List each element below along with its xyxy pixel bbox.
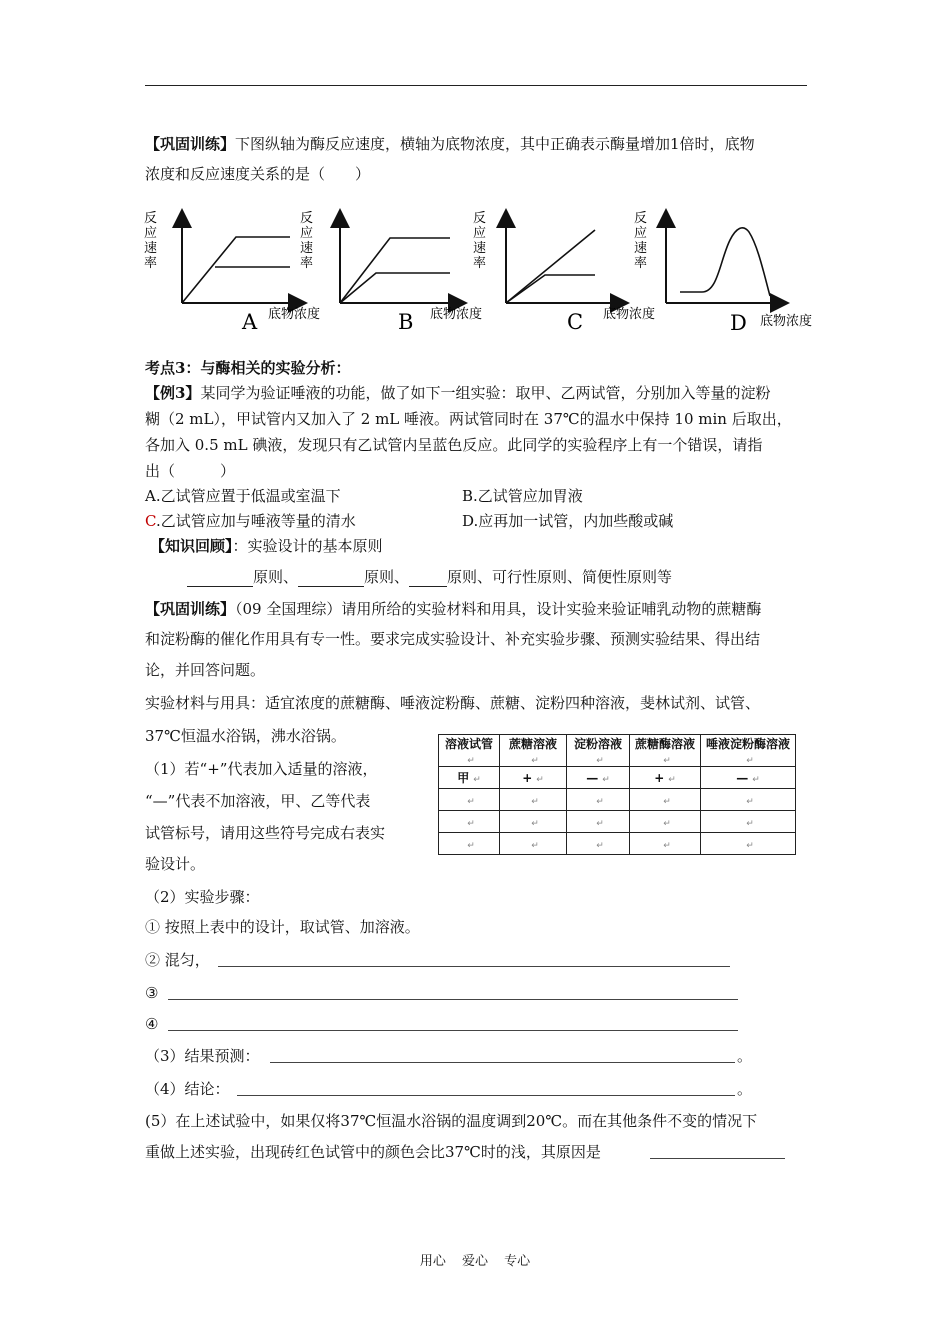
page-footer — [0, 1250, 950, 1269]
knowledge-line — [150, 536, 383, 556]
graph-d-ylabel-2: 应 — [634, 226, 648, 241]
graph-d-ylabel-1: 反 — [634, 211, 648, 226]
header-rule — [145, 85, 807, 86]
graph-b-ylabel-2: 应 — [300, 226, 314, 241]
option-c-letter: C — [145, 512, 156, 530]
table-cell-empty[interactable]: ↵ — [567, 811, 630, 833]
graph-d-xlabel: 底物浓度 — [760, 314, 813, 329]
table-cell-empty[interactable]: ↵ — [500, 789, 567, 811]
graph-d-ylabel-4: 率 — [634, 256, 648, 271]
graph-d — [634, 211, 812, 335]
sub5-line2: 重做上述实验，出现砖红色试管中的颜色会比37℃时的浅，其原因是 — [145, 1143, 601, 1161]
graph-a-letter: A — [242, 310, 258, 334]
graph-c-ylabel-4: 率 — [473, 256, 487, 271]
example3-tag: 【例3】 — [145, 384, 201, 402]
header-cell: 蔗糖酶溶液↵ — [630, 735, 701, 767]
q1-line2: 浓度和反应速度关系的是（ ） — [145, 165, 371, 183]
table-cell-empty[interactable]: ↵ — [500, 833, 567, 855]
materials-line2: 37℃恒温水浴锅，沸水浴锅。 — [145, 727, 346, 745]
experiment-table — [438, 734, 796, 855]
table-row — [439, 789, 796, 811]
section3-title: 考点3：与酶相关的实验分析： — [145, 359, 351, 377]
conclusion-blank[interactable] — [237, 1095, 735, 1096]
table-cell: — ↵ — [701, 767, 796, 789]
sub3-label: （3）结果预测： — [145, 1047, 260, 1065]
graph-a-ylabel-1: 反 — [144, 211, 158, 226]
step-4-blank[interactable] — [168, 1030, 738, 1031]
q2-line3: 论，并回答问题。 — [145, 661, 266, 679]
option-c — [145, 511, 356, 531]
knowledge-text: ：实验设计的基本原则 — [232, 537, 383, 555]
table-cell-empty[interactable]: ↵ — [630, 833, 701, 855]
header-cell: 淀粉溶液↵ — [567, 735, 630, 767]
table-header-row — [439, 735, 796, 767]
reason-blank[interactable] — [650, 1158, 785, 1159]
table-cell: — ↵ — [567, 767, 630, 789]
table-cell-empty[interactable]: ↵ — [701, 833, 796, 855]
graph-a — [144, 211, 320, 334]
graph-b-ylabel-4: 率 — [300, 256, 314, 271]
header-cell: 唾液淀粉酶溶液↵ — [701, 735, 796, 767]
step-3-label: ③ — [145, 984, 159, 1002]
graph-a-ylabel-4: 率 — [144, 256, 158, 271]
result-blank[interactable] — [270, 1062, 735, 1063]
q2-line2: 和淀粉酶的催化作用具有专一性。要求完成实验设计、补充实验步骤、预测实验结果、得出结 — [145, 630, 761, 648]
table-cell-empty[interactable]: ↵ — [630, 789, 701, 811]
q2-line1 — [145, 599, 761, 619]
example3-line4: 出（ ） — [145, 462, 236, 480]
sub4-label: （4）结论： — [145, 1080, 230, 1098]
graphs-figure — [140, 200, 840, 340]
sub5-line1: (5）在上述试验中，如果仅将37℃恒温水浴锅的温度调到20℃。而在其他条件不变的情况下 — [145, 1112, 758, 1130]
knowledge-tag: 【知识回顾】 — [150, 537, 233, 555]
table-cell: + ↵ — [630, 767, 701, 789]
option-a: A.乙试管应置于低温或室温下 — [145, 487, 341, 505]
table-cell-empty[interactable]: ↵ — [439, 833, 500, 855]
blank-principle-1[interactable] — [187, 570, 253, 587]
principle-2-suffix: 原则、 — [364, 568, 410, 586]
graph-a-xlabel: 底物浓度 — [268, 307, 321, 322]
step-3-blank[interactable] — [168, 999, 738, 1000]
step-2-label: ② 混匀， — [145, 951, 210, 969]
example3-line1 — [145, 383, 770, 403]
q1-line1 — [145, 134, 755, 154]
graph-b-ylabel-1: 反 — [300, 211, 314, 226]
table-cell-empty[interactable]: ↵ — [701, 789, 796, 811]
graph-c-ylabel-3: 速 — [473, 241, 487, 256]
table-cell: + ↵ — [500, 767, 567, 789]
option-b: B.乙试管应加胃液 — [462, 487, 583, 505]
q1-text: 下图纵轴为酶反应速度，横轴为底物浓度，其中正确表示酶量增加1倍时，底物 — [235, 135, 755, 153]
step-2-blank[interactable] — [218, 966, 730, 967]
q2-tag: 【巩固训练】 — [145, 600, 236, 618]
materials-line1: 实验材料与用具：适宜浓度的蔗糖酶、唾液淀粉酶、蔗糖、淀粉四种溶液，斐林试剂、试管、 — [145, 694, 761, 712]
footer-word-2: 爱心 — [461, 1254, 488, 1269]
graph-c — [473, 211, 655, 334]
sub4-period: 。 — [737, 1080, 753, 1098]
table-row — [439, 811, 796, 833]
blank-principle-3[interactable] — [409, 570, 447, 587]
table-cell: 甲 ↵ — [439, 767, 500, 789]
graph-c-ylabel-1: 反 — [473, 211, 487, 226]
graph-b-ylabel-3: 速 — [300, 241, 314, 256]
graph-b-xlabel: 底物浓度 — [430, 307, 483, 322]
graph-d-letter: D — [730, 311, 747, 335]
principles-line — [187, 567, 672, 587]
header-cell: 蔗糖溶液↵ — [500, 735, 567, 767]
principle-3-suffix: 原则、可行性原则、简便性原则等 — [447, 568, 673, 586]
q2-text1: （09 全国理综）请用所给的实验材料和用具，设计实验来验证哺乳动物的蔗糖酶 — [235, 600, 762, 618]
graph-b-letter: B — [398, 310, 414, 334]
sub1-line3: 试管标号，请用这些符号完成右表实 — [145, 824, 386, 842]
graph-a-ylabel-2: 应 — [144, 226, 158, 241]
table-row — [439, 833, 796, 855]
example3-line3: 各加入 0.5 mL 碘液，发现只有乙试管内呈蓝色反应。此同学的实验程序上有一个错误，请指 — [145, 436, 763, 454]
graph-c-xlabel: 底物浓度 — [603, 307, 656, 322]
sub3-period: 。 — [737, 1047, 753, 1065]
table-row — [439, 767, 796, 789]
q1-tag: 【巩固训练】 — [145, 135, 236, 153]
example3-text1: 某同学为验证唾液的功能，做了如下一组实验：取甲、乙两试管，分别加入等量的淀粉 — [200, 384, 771, 402]
table-cell-empty[interactable]: ↵ — [439, 789, 500, 811]
header-cell: 溶液试管↵ — [439, 735, 500, 767]
sub1-line4: 验设计。 — [145, 855, 206, 873]
table-cell-empty[interactable]: ↵ — [439, 811, 500, 833]
sub2-title: （2）实验步骤： — [145, 888, 260, 906]
sub1-line1: （1）若“+”代表加入适量的溶液， — [145, 760, 378, 778]
graph-d-ylabel-3: 速 — [634, 241, 648, 256]
table-cell-empty[interactable]: ↵ — [630, 811, 701, 833]
table-cell-empty[interactable]: ↵ — [567, 789, 630, 811]
graph-b — [300, 211, 482, 334]
footer-word-1: 用心 — [419, 1254, 446, 1269]
graph-c-ylabel-2: 应 — [473, 226, 487, 241]
graph-c-letter: C — [567, 310, 584, 334]
step-1: ① 按照上表中的设计，取试管、加溶液。 — [145, 918, 420, 936]
table-cell-empty[interactable]: ↵ — [701, 811, 796, 833]
example3-line2: 糊（2 mL），甲试管内又加入了 2 mL 唾液。两试管同时在 37℃的温水中保持 10 min 后取出， — [145, 410, 792, 428]
graph-a-ylabel-3: 速 — [144, 241, 158, 256]
blank-principle-2[interactable] — [298, 570, 364, 587]
step-4-label: ④ — [145, 1015, 159, 1033]
table-cell-empty[interactable]: ↵ — [500, 811, 567, 833]
sub1-line2: “—”代表不加溶液，甲、乙等代表 — [145, 792, 371, 810]
option-d: D.应再加一试管，内加些酸或碱 — [462, 512, 674, 530]
principle-1-suffix: 原则、 — [253, 568, 299, 586]
table-cell-empty[interactable]: ↵ — [567, 833, 630, 855]
footer-word-3: 专心 — [504, 1254, 531, 1269]
option-c-text: .乙试管应加与唾液等量的清水 — [155, 512, 356, 530]
